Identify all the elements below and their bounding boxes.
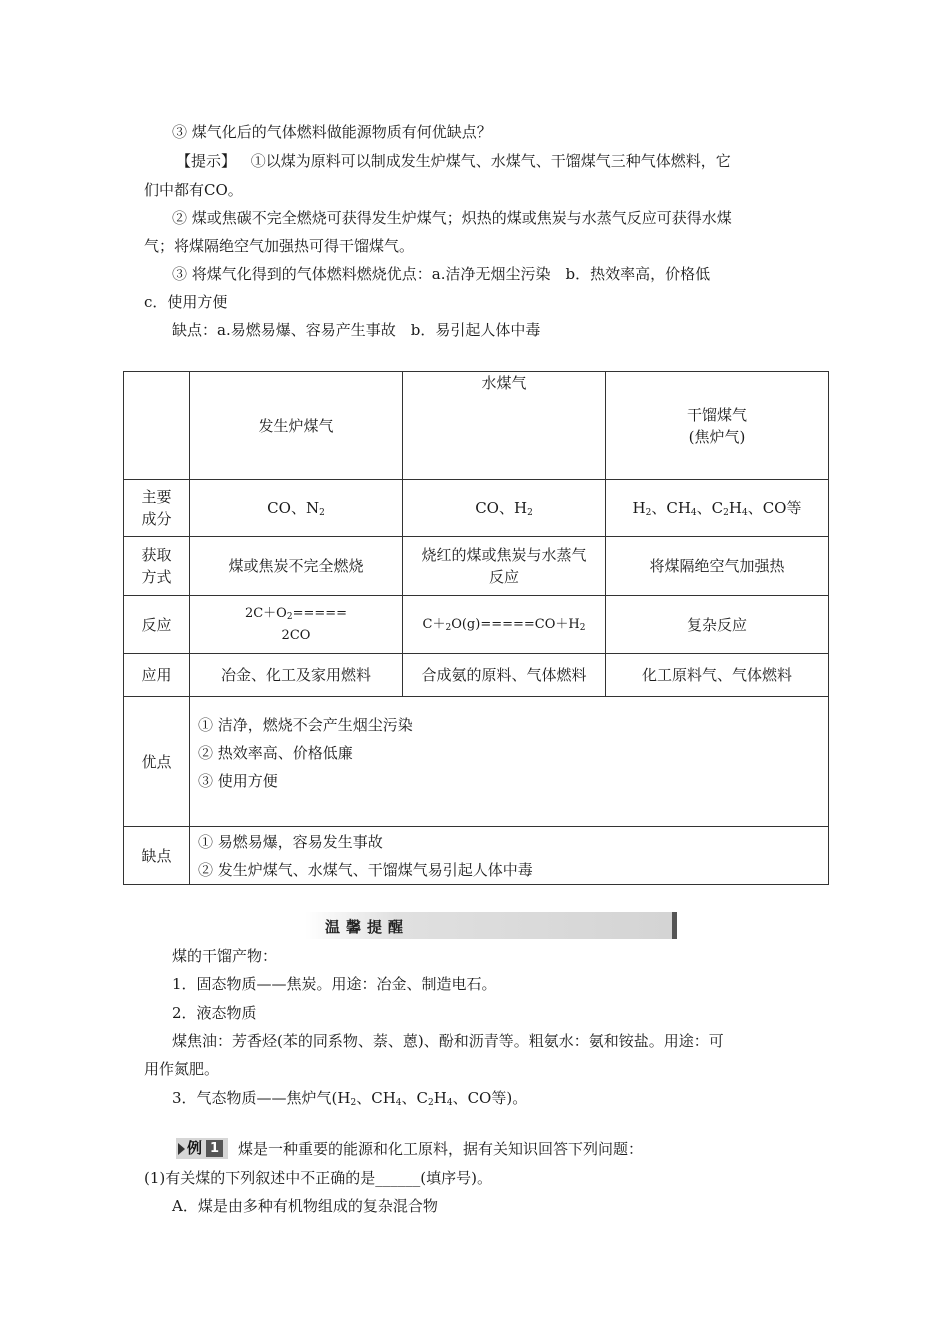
list-item: ③ 使用方便 [198, 771, 278, 790]
formula-subscript: 2 [445, 622, 452, 633]
cell-coke-method: 将煤隔绝空气加强热 [606, 537, 829, 596]
cell-water-composition [403, 480, 606, 537]
formula-subscript: 2 [319, 508, 325, 518]
header-producer-gas: 发生炉煤气 [190, 372, 403, 480]
row-label-line: 成分 [141, 510, 172, 528]
hint-text-continued: 们中都有CO。 [144, 181, 243, 199]
row-label-reaction: 反应 [124, 596, 190, 654]
reminder-item-1: 1．固态物质——焦炭。用途：冶金、制造电石。 [172, 975, 497, 993]
reminder-item-2-detail: 煤焦油：芳香烃(苯的同系物、萘、蒽)、酚和沥青等。粗氨水：氨和铵盐。用途：可 [172, 1032, 724, 1050]
formula-subscript: 2 [428, 1098, 434, 1108]
example-stem: 煤是一种重要的能源和化工原料，据有关知识回答下列问题： [238, 1140, 644, 1158]
coal-gas-comparison-table [123, 371, 829, 885]
cell-producer-application: 冶金、化工及家用燃料 [190, 654, 403, 697]
formula-text: C＋ [422, 616, 446, 632]
row-label-line: 获取 [141, 546, 172, 564]
equation-line: 2CO [281, 627, 311, 643]
header-water-gas: 水煤气 [403, 372, 606, 480]
table-row [124, 654, 829, 697]
cell-coke-composition [606, 480, 829, 537]
list-item: ① 易燃易爆，容易发生事故 [198, 832, 383, 851]
formula-subscript: 2 [645, 508, 652, 518]
formula-text: CO、N [267, 499, 320, 517]
formula-subscript: 4 [446, 1098, 453, 1108]
reminder-item-2-detail-continued: 用作氮肥。 [144, 1060, 220, 1078]
reminder-banner [305, 912, 677, 939]
formula-text: 、C [401, 1089, 428, 1107]
hint-paragraph-3-continued: c．使用方便 [144, 293, 228, 311]
formula-text: H [433, 1089, 447, 1107]
formula-subscript: 4 [741, 508, 748, 518]
hint-paragraph-1 [176, 151, 731, 171]
example-question-1: (1)有关煤的下列叙述中不正确的是______(填序号)。 [144, 1169, 492, 1187]
drawbacks-text: 缺点：a.易燃易爆、容易产生事故 b．易引起人体中毒 [172, 321, 541, 339]
row-label-line: 主要 [141, 488, 172, 506]
formula-subscript: 2 [723, 508, 729, 518]
formula-text: H [632, 499, 646, 517]
example-tag-number: 1 [206, 1140, 223, 1157]
formula-subscript: 4 [690, 508, 697, 518]
row-label-line: 方式 [141, 568, 172, 586]
reminder-item-3 [172, 1088, 527, 1108]
question-text: ③ 煤气化后的气体燃料做能源物质有何优缺点？ [172, 123, 492, 141]
formula-text: 3．气态物质——焦炉气(H [172, 1089, 351, 1107]
hint-label: 【提示】 [176, 152, 237, 170]
row-label-method [124, 537, 190, 596]
table-corner-cell [124, 372, 190, 480]
formula-text: O(g)=====CO＋H [451, 616, 580, 632]
formula-subscript: 2 [579, 622, 586, 633]
formula-subscript: 2 [286, 611, 293, 622]
table-header-row [124, 372, 829, 480]
reminder-item-2: 2．液态物质 [172, 1004, 257, 1022]
table-row [124, 537, 829, 596]
hint-text: ①以煤为原料可以制成发生炉煤气、水煤气、干馏煤气三种气体燃料，它 [250, 152, 731, 170]
formula-subscript: 4 [395, 1098, 402, 1108]
reminder-banner-title: 温馨提醒 [325, 918, 410, 936]
formula-subscript: 2 [350, 1098, 357, 1108]
table-row [124, 480, 829, 537]
cell-producer-composition [190, 480, 403, 537]
formula-text: 、CH [356, 1089, 396, 1107]
cell-water-reaction [403, 596, 606, 654]
example-tag [176, 1138, 228, 1159]
table-row [124, 827, 829, 885]
row-label-disadvantages: 缺点 [124, 827, 190, 885]
formula-text: H [728, 499, 742, 517]
formula-text: ===== [292, 605, 348, 621]
cell-line: 烧红的煤或焦炭与水蒸气 [421, 546, 587, 564]
list-item: ① 洁净，燃烧不会产生烟尘污染 [198, 715, 413, 734]
formula-subscript: 2 [527, 508, 533, 518]
list-item: ② 发生炉煤气、水煤气、干馏煤气易引起人体中毒 [198, 860, 533, 879]
play-triangle-icon [178, 1143, 185, 1155]
hint-paragraph-2-continued: 气；将煤隔绝空气加强热可得干馏煤气。 [144, 237, 415, 255]
table-row [124, 596, 829, 654]
header-coke-oven-gas [606, 372, 829, 480]
formula-text: 、CO等 [747, 499, 802, 517]
cell-producer-reaction [190, 596, 403, 654]
cell-coke-reaction: 复杂反应 [606, 596, 829, 654]
list-item: ② 热效率高、价格低廉 [198, 743, 353, 762]
cell-water-application: 合成氨的原料、气体燃料 [403, 654, 606, 697]
reminder-title: 煤的干馏产物： [172, 947, 278, 965]
cell-line: 反应 [488, 568, 519, 586]
cell-disadvantages [190, 827, 829, 885]
cell-advantages [190, 697, 829, 827]
hint-paragraph-2: ② 煤或焦碳不完全燃烧可获得发生炉煤气；炽热的煤或焦炭与水蒸气反应可获得水煤 [172, 209, 732, 227]
example-option-a: A．煤是由多种有机物组成的复杂混合物 [172, 1197, 438, 1215]
example-tag-label: 例 [187, 1139, 203, 1157]
cell-coke-application: 化工原料气、气体燃料 [606, 654, 829, 697]
table-row [124, 697, 829, 827]
cell-producer-method: 煤或焦炭不完全燃烧 [190, 537, 403, 596]
row-label-advantages: 优点 [124, 697, 190, 827]
hint-paragraph-3: ③ 将煤气化得到的气体燃料燃烧优点：a.洁净无烟尘污染 b．热效率高，价格低 [172, 265, 711, 283]
formula-text: 、C [696, 499, 724, 517]
formula-text: CO、H [475, 499, 528, 517]
formula-text: 2C＋O [244, 605, 287, 621]
cell-water-method [403, 537, 606, 596]
equation-line [194, 603, 398, 625]
formula-text: 、CO等)。 [452, 1089, 528, 1107]
row-label-application: 应用 [124, 654, 190, 697]
header-coke-oven-gas-line1: 干馏煤气 [686, 405, 747, 424]
formula-text: 、CH [651, 499, 691, 517]
row-label-composition [124, 480, 190, 537]
header-coke-oven-gas-line2: (焦炉气) [688, 427, 746, 446]
